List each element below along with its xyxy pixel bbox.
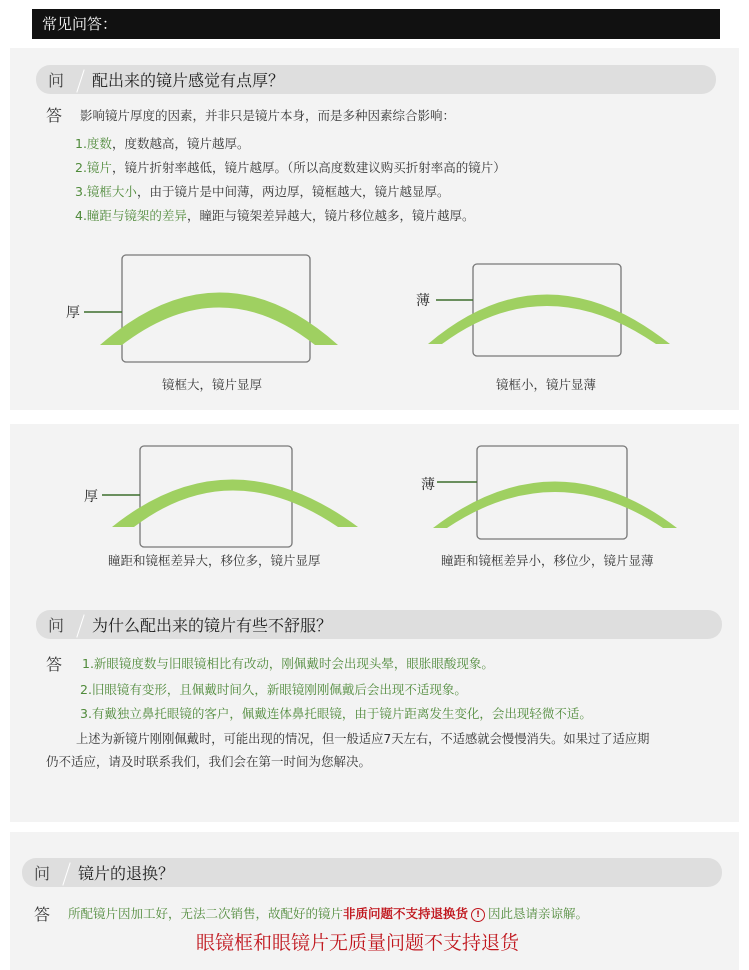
lens-figure-4 bbox=[415, 440, 705, 590]
section-title-bar bbox=[32, 9, 720, 39]
answer-point-2 bbox=[75, 158, 506, 176]
lens-arc bbox=[112, 480, 358, 528]
point-text: ，瞳距与镜架差异越大，镜片移位越多，镜片越厚。 bbox=[186, 208, 475, 223]
question-text: 镜片的退换？ bbox=[78, 864, 175, 883]
divider bbox=[62, 863, 72, 883]
point-text: ，由于镜片是中间薄，两边厚，镜框越大，镜片越显厚。 bbox=[136, 184, 450, 199]
answer-point-2: 2.旧眼镜有变形，且佩戴时间久，新眼镜刚刚佩戴后会出现不适现象。 bbox=[80, 682, 467, 697]
divider bbox=[76, 615, 86, 635]
no-return-notice: 眼镜框和眼镜片无质量问题不支持退货 bbox=[196, 932, 520, 954]
figure-caption: 瞳距和镜框差异大，移位多，镜片显厚 bbox=[108, 553, 321, 568]
thickness-label: 厚 bbox=[66, 305, 80, 321]
answer-summary-line-1: 上述为新镜片刚刚佩戴时，可能出现的情况，但一般适应7天左右，不适感就会慢慢消失。如果过了适应期 bbox=[76, 732, 650, 746]
lens-arc bbox=[428, 295, 670, 345]
answer-point-3: 3.有戴独立鼻托眼镜的客户，佩戴连体鼻托眼镜，由于镜片距离发生变化，会出现轻微不适。 bbox=[80, 706, 592, 721]
question-bar-3 bbox=[22, 858, 722, 887]
figure-caption: 镜框小，镜片显薄 bbox=[496, 377, 597, 392]
answer-point-3 bbox=[75, 182, 449, 200]
answer-marker: 答 bbox=[34, 905, 51, 924]
point-key: 3.镜框大小 bbox=[75, 184, 137, 199]
policy-highlight: 非质问题不支持退换货 bbox=[343, 906, 469, 921]
divider bbox=[76, 70, 86, 90]
question-bar-1 bbox=[36, 65, 716, 94]
lens-figure-3 bbox=[80, 440, 370, 590]
point-key: 4.瞳距与镜架的差异 bbox=[75, 208, 187, 223]
thickness-label: 薄 bbox=[421, 477, 435, 493]
lens-arc bbox=[433, 482, 677, 529]
answer-marker: 答 bbox=[46, 655, 63, 674]
return-policy-answer bbox=[68, 904, 588, 922]
thickness-label: 厚 bbox=[84, 489, 98, 505]
answer-point-1: 1.新眼镜度数与旧眼镜相比有改动，刚佩戴时会出现头晕，眼胀眼酸现象。 bbox=[82, 656, 494, 671]
question-marker: 问 bbox=[33, 864, 50, 883]
question-marker: 问 bbox=[47, 616, 64, 635]
answer-marker: 答 bbox=[46, 106, 63, 125]
point-key: 2.镜片 bbox=[75, 160, 112, 175]
lens-figure-2 bbox=[410, 250, 700, 400]
answer-text: 所配镜片因加工好，无法二次销售，故配好的镜片 bbox=[68, 906, 344, 921]
question-marker: 问 bbox=[47, 71, 64, 90]
point-text: ，镜片折射率越低，镜片越厚。（所以高度数建议购买折射率高的镜片） bbox=[111, 160, 506, 175]
lens-arc bbox=[100, 293, 338, 346]
answer-summary-line-2: 仍不适应，请及时联系我们，我们会在第一时间为您解决。 bbox=[46, 754, 372, 769]
answer-intro: 影响镜片厚度的因素，并非只是镜片本身，而是多种因素综合影响： bbox=[80, 108, 456, 123]
thickness-label: 薄 bbox=[416, 293, 430, 309]
question-text: 为什么配出来的镜片有些不舒服？ bbox=[92, 616, 333, 635]
section-title: 常见问答： bbox=[42, 15, 118, 33]
lens-figure-1 bbox=[60, 250, 350, 400]
figure-caption: 镜框大，镜片显厚 bbox=[162, 377, 263, 392]
answer-point-1 bbox=[75, 134, 249, 152]
point-key: 1.度数 bbox=[75, 136, 112, 151]
answer-text-end: 因此恳请亲谅解。 bbox=[488, 906, 589, 921]
warning-icon: ! bbox=[471, 908, 485, 922]
question-bar-2 bbox=[36, 610, 722, 639]
answer-point-4 bbox=[75, 206, 474, 224]
question-text: 配出来的镜片感觉有点厚？ bbox=[92, 71, 285, 90]
point-text: ，度数越高，镜片越厚。 bbox=[111, 136, 250, 151]
figure-caption: 瞳距和镜框差异小，移位少，镜片显薄 bbox=[441, 553, 654, 568]
